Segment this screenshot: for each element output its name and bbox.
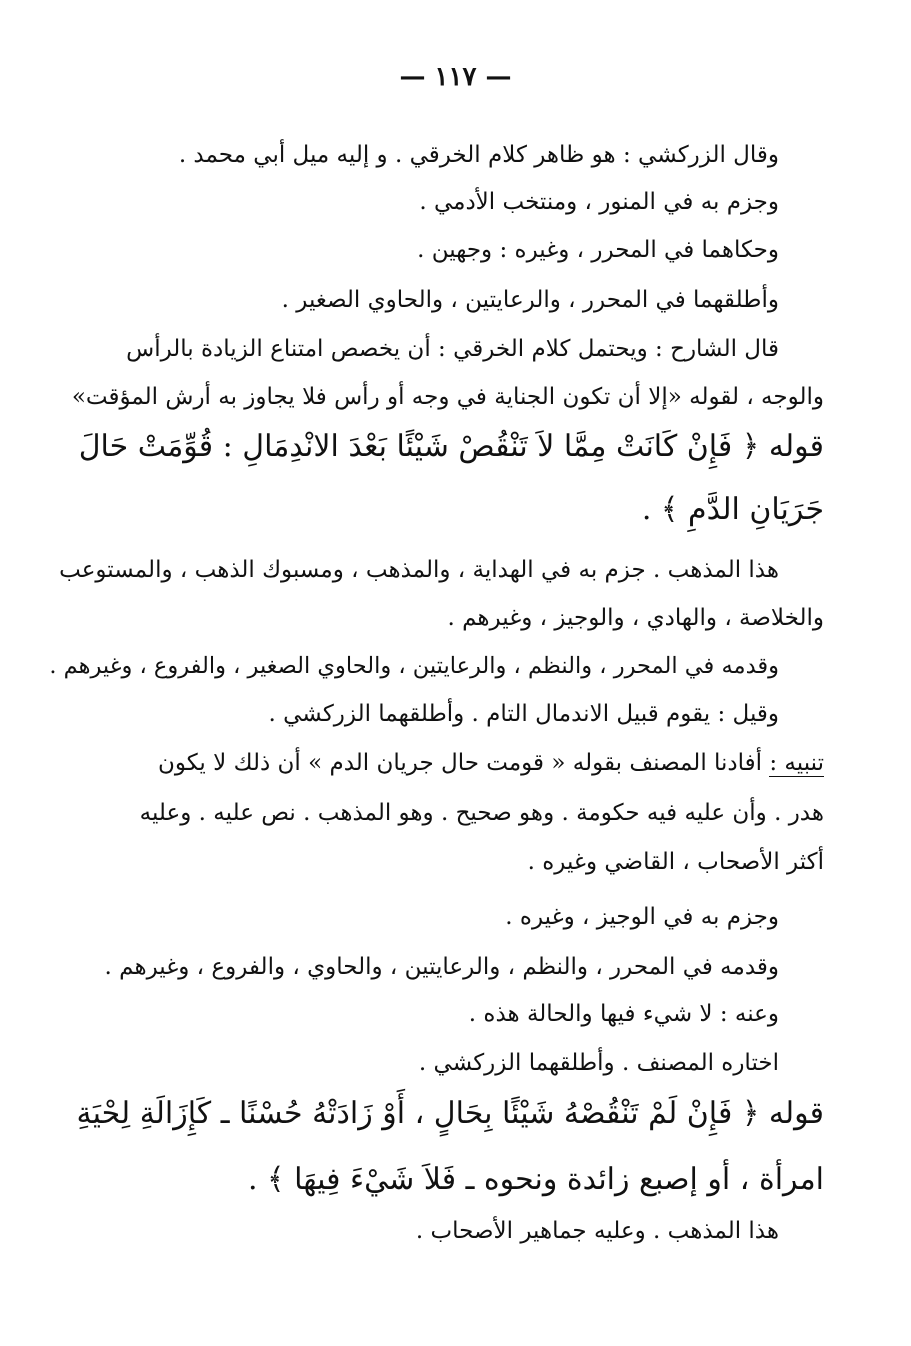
- text-line: وقيل : يقوم قبيل الاندمال التام . وأطلقهما الزركشي .: [268, 701, 779, 727]
- text-line: هذا المذهب . جزم به في الهداية ، والمذهب ، ومسبوك الذهب ، والمستوعب: [59, 557, 779, 583]
- quoted-matn-line: قوله ﴿ فَإِنْ لَمْ تَنْقُصْهُ شَيْئًا بِحَالٍ ، أَوْ زَادَتْهُ حُسْنًا ـ كَإِزَالَةِ لِحْيَةِ: [76, 1096, 824, 1131]
- text-line: والخلاصة ، والهادي ، والوجيز ، وغيرهم .: [447, 605, 824, 631]
- page-number: — ١١٧ —: [399, 62, 512, 92]
- text-line: وعنه : لا شيء فيها والحالة هذه .: [468, 1001, 779, 1027]
- text-line: وقدمه في المحرر ، والنظم ، والرعايتين ، والحاوي ، والفروع ، وغيرهم .: [104, 954, 779, 980]
- text-line: وأطلقهما في المحرر ، والرعايتين ، والحاوي الصغير .: [281, 287, 779, 313]
- quoted-matn-line: امرأة ، أو إصبع زائدة ونحوه ـ فَلاَ شَيْءَ فِيهَا ﴾ .: [247, 1162, 824, 1197]
- text-line: اختاره المصنف . وأطلقهما الزركشي .: [418, 1050, 779, 1076]
- text-line: قال الشارح : ويحتمل كلام الخرقي : أن يخصص امتناع الزيادة بالرأس: [126, 336, 779, 362]
- quoted-matn-line: جَرَيَانِ الدَّمِ ﴾ .: [641, 492, 824, 527]
- tanbih-text: أفادنا المصنف بقوله « قومت حال جريان الدم » أن ذلك لا يكون: [157, 750, 763, 776]
- tanbih-label: تنبيه :: [769, 750, 824, 776]
- text-line: أكثر الأصحاب ، القاضي وغيره .: [527, 849, 824, 875]
- text-line: والوجه ، لقوله «إلا أن تكون الجناية في وجه أو رأس فلا يجاوز به أرش المؤقت»: [71, 384, 824, 410]
- text-line: وجزم به في المنور ، ومنتخب الأدمي .: [419, 189, 779, 215]
- quoted-matn-line: قوله ﴿ فَإِنْ كَانَتْ مِمَّا لاَ تَنْقُصْ شَيْئًا بَعْدَ الانْدِمَالِ : قُوِّمَتْ حَالَ: [78, 429, 824, 464]
- text-line: وجزم به في الوجيز ، وغيره .: [505, 904, 779, 930]
- text-line: وقال الزركشي : هو ظاهر كلام الخرقي . و إليه ميل أبي محمد .: [178, 142, 779, 168]
- text-line: هذا المذهب . وعليه جماهير الأصحاب .: [415, 1218, 779, 1244]
- tanbih-line: [158, 746, 824, 780]
- text-line: وحكاهما في المحرر ، وغيره : وجهين .: [417, 237, 779, 263]
- text-line: وقدمه في المحرر ، والنظم ، والرعايتين ، والحاوي الصغير ، والفروع ، وغيرهم .: [49, 653, 779, 679]
- text-line: هدر . وأن عليه فيه حكومة . وهو صحيح . وهو المذهب . نص عليه . وعليه: [139, 800, 824, 826]
